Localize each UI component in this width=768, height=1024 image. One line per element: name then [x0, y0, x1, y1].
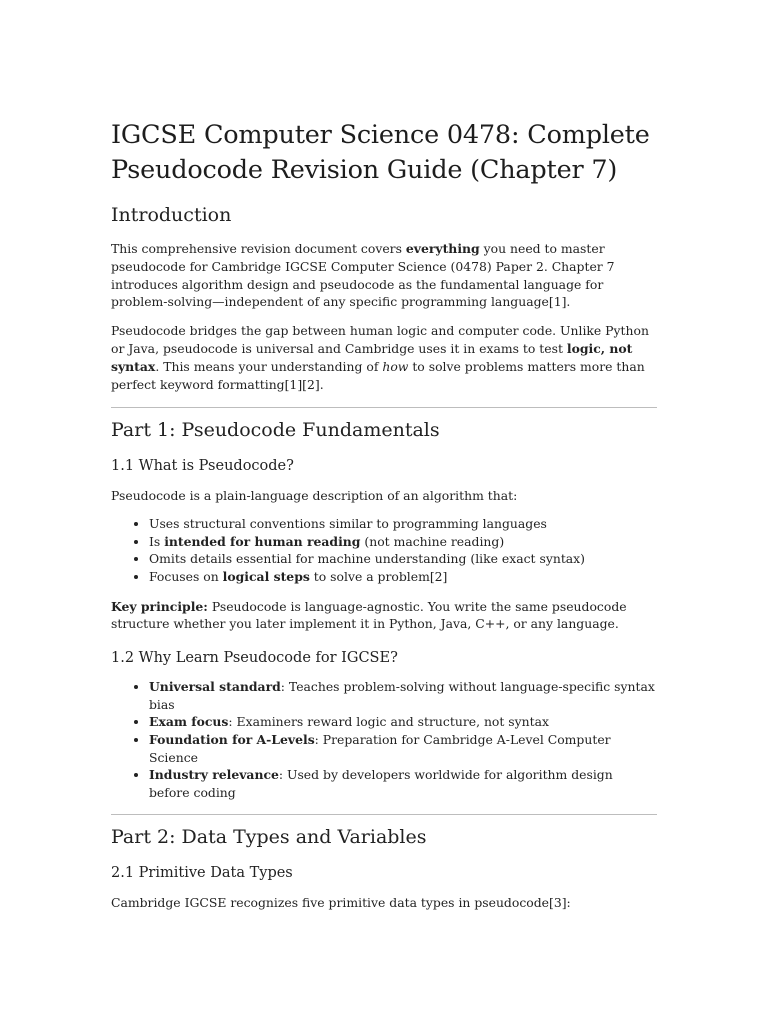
document-title: IGCSE Computer Science 0478: Complete Pseudocode Revision Guide (Chapter 7)	[111, 120, 650, 185]
list-item	[149, 550, 656, 568]
intro-paragraph-2	[111, 322, 656, 393]
list-item	[149, 568, 656, 586]
bold-run: Key principle:	[111, 598, 208, 614]
section-divider	[111, 407, 657, 408]
section-1-1-heading: 1.1 What is Pseudocode?	[111, 458, 294, 475]
list-item	[149, 731, 656, 766]
text-run: Omits details essential for machine understanding (like exact syntax)	[149, 551, 586, 567]
part-2-heading: Part 2: Data Types and Variables	[111, 826, 427, 849]
bold-run: Industry relevance	[149, 767, 279, 783]
list-item	[149, 766, 656, 801]
section-1-1-lead: Pseudocode is a plain-language description of an algorithm that:	[111, 488, 518, 504]
section-divider	[111, 814, 657, 815]
text-run: Pseudocode bridges the gap between human logic and computer code. Unlike Python or Java, pseudocode is universal and Cambridge uses it in exams to test	[111, 323, 649, 356]
text-run: Pseudocode is language-agnostic. You write the same pseudocode structure whether you later implement it in Python, Java, C++, or any language.	[111, 598, 627, 632]
text-run: Is	[149, 533, 165, 549]
italic-run: how	[382, 358, 409, 374]
list-item	[149, 515, 656, 533]
list-item	[149, 533, 656, 551]
text-run: This comprehensive revision document covers	[111, 241, 406, 256]
text-run: : Used by developers worldwide for algorithm design before coding	[149, 767, 613, 800]
text-run: to solve a problem[2]	[309, 568, 448, 584]
document-content	[111, 118, 656, 912]
text-run: : Preparation for Cambridge A-Level Computer Science	[149, 731, 611, 765]
introduction-heading: Introduction	[111, 204, 232, 226]
bold-run: Foundation for A-Levels	[149, 731, 315, 747]
why-learn-list	[111, 678, 656, 801]
key-principle-paragraph	[111, 598, 656, 634]
text-run: to solve problems matters more than perfect keyword formatting[1][2].	[111, 358, 645, 392]
bold-run: Exam focus	[149, 714, 229, 730]
list-item	[149, 678, 656, 713]
part-1-heading: Part 1: Pseudocode Fundamentals	[111, 419, 440, 442]
bold-run: logical steps	[222, 568, 310, 584]
bold-run: intended for human reading	[164, 533, 361, 549]
text-run: Uses structural conventions similar to programming languages	[149, 516, 547, 532]
section-2-1-heading: 2.1 Primitive Data Types	[111, 865, 293, 882]
section-2-1-lead: Cambridge IGCSE recognizes five primitive data types in pseudocode[3]:	[111, 895, 571, 911]
bold-run: everything	[405, 241, 480, 256]
text-run: you need to master pseudocode for Cambridge IGCSE Computer Science (0478) Paper 2. Chapter 7 introduces algorithm design and pseudocode as the fundamental language for problem-solving—independent of any specific programming language[1].	[111, 241, 615, 310]
pseudocode-definition-list	[111, 515, 656, 585]
text-run: . This means your understanding of	[155, 358, 383, 374]
section-1-2-heading: 1.2 Why Learn Pseudocode for IGCSE?	[111, 650, 398, 667]
intro-paragraph-1	[111, 240, 656, 311]
text-run: Focuses on	[149, 568, 223, 584]
text-run: (not machine reading)	[360, 533, 505, 549]
list-item	[149, 713, 656, 731]
bold-run: Universal standard	[149, 679, 281, 695]
bold-run: logic, not syntax	[111, 340, 633, 374]
text-run: : Examiners reward logic and structure, not syntax	[228, 714, 549, 730]
text-run: : Teaches problem-solving without language-specific syntax bias	[149, 679, 655, 712]
